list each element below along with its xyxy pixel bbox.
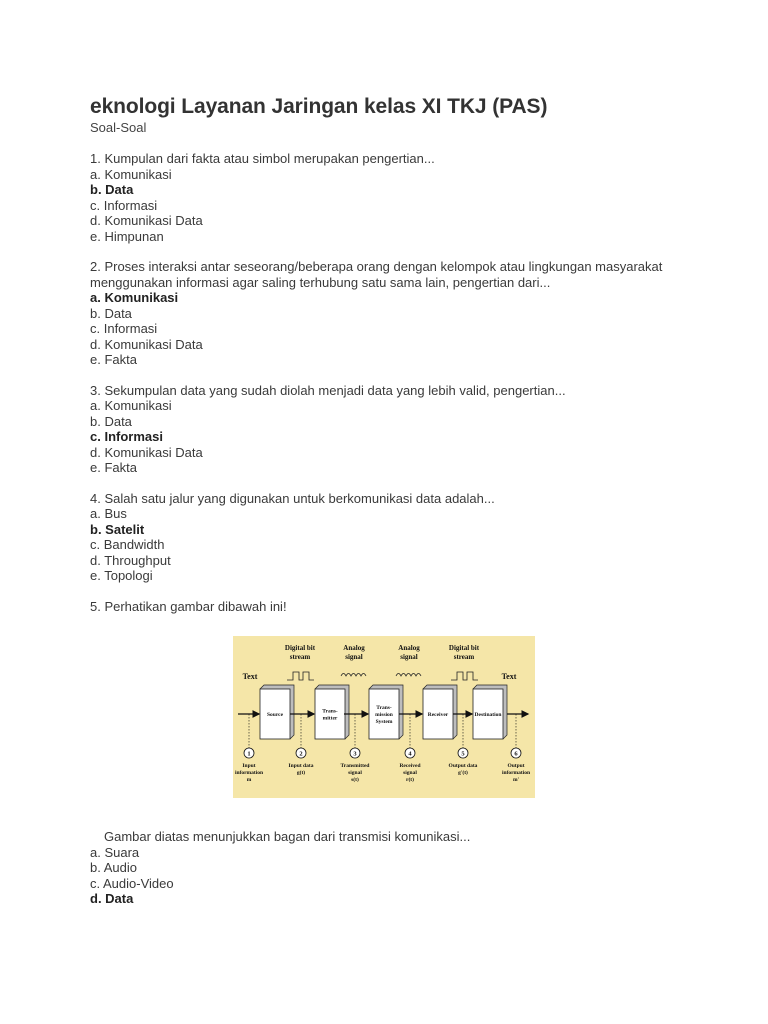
signal-label: Analog signal xyxy=(343,644,365,661)
question-5-follow-up xyxy=(90,829,690,907)
question-1 xyxy=(90,151,690,244)
point-number: 5 xyxy=(461,750,465,758)
question-2 xyxy=(90,259,690,368)
point-number: 3 xyxy=(353,750,357,758)
analog-wave-icon xyxy=(396,674,421,677)
block-label: Destination xyxy=(474,712,502,718)
question-list xyxy=(90,151,690,584)
point-label: Output information m' xyxy=(501,763,531,783)
answer-option: a. Suara xyxy=(90,844,140,860)
answer-option: d. Throughput xyxy=(90,552,171,568)
diagram-svg xyxy=(233,636,535,798)
answer-option-correct: c. Informasi xyxy=(90,429,163,444)
answer-option: a. Bus xyxy=(90,506,127,521)
answer-option: c. Bandwidth xyxy=(90,537,165,552)
question-stem: 4. Salah satu jalur yang digunakan untuk berkomunikasi data adalah... xyxy=(90,490,495,506)
answer-option: e. Fakta xyxy=(90,352,137,367)
point-label: Input data g(t) xyxy=(288,763,314,776)
answer-option: e. Topologi xyxy=(90,568,153,583)
point-number: 1 xyxy=(247,750,251,758)
block-label: Source xyxy=(266,712,284,718)
document-title: eknologi Layanan Jaringan kelas XI TKJ (PAS) xyxy=(90,95,548,118)
question-4 xyxy=(90,491,690,584)
question-options xyxy=(90,845,690,907)
question-stem: 3. Sekumpulan data yang sudah diolah menjadi data yang lebih valid, pengertian... xyxy=(90,382,566,398)
question-stem: 1. Kumpulan dari fakta atau simbol merupakan pengertian... xyxy=(90,151,435,166)
answer-option: e. Fakta xyxy=(90,460,137,475)
answer-option: a. Komunikasi xyxy=(90,398,172,413)
block-label: Trans-mission System xyxy=(375,705,393,725)
signal-label: Analog signal xyxy=(398,644,420,661)
question-stem: 2. Proses interaksi antar seseorang/beberapa orang dengan kelompok atau lingkungan masyarakat menggunakan informasi agar saling terhubung satu sama lain, pengertian dari... xyxy=(90,259,666,290)
signal-label: Digital bit stream xyxy=(448,644,480,661)
text-right-label: Text xyxy=(501,672,517,681)
analog-wave-icon xyxy=(341,674,366,677)
digital-wave-icon xyxy=(287,672,314,680)
answer-option: e. Himpunan xyxy=(90,228,164,244)
answer-option: d. Komunikasi Data xyxy=(90,336,203,352)
question-3 xyxy=(90,383,690,476)
point-number: 2 xyxy=(299,750,303,758)
block-label: Receiver xyxy=(427,712,449,718)
signal-label: Digital bit stream xyxy=(284,644,316,661)
point-label: Transmitted signal s(t) xyxy=(340,763,370,783)
answer-option: c. Informasi xyxy=(90,197,158,213)
answer-option: a. Komunikasi xyxy=(90,166,172,182)
answer-option: b. Data xyxy=(90,413,132,429)
text-left-label: Text xyxy=(242,672,258,681)
question-stem: 5. Perhatikan gambar dibawah ini! xyxy=(90,598,287,614)
answer-option: b. Audio xyxy=(90,860,137,875)
answer-option: d. Komunikasi Data xyxy=(90,213,203,228)
block-label: Trans-mitter xyxy=(322,708,338,722)
answer-option-correct: d. Data xyxy=(90,891,134,906)
answer-option-correct: b. Satelit xyxy=(90,521,145,537)
point-number: 4 xyxy=(408,750,412,758)
point-number: 6 xyxy=(514,750,518,758)
answer-option: c. Audio-Video xyxy=(90,875,174,891)
point-label: Input information m xyxy=(234,763,264,783)
question-follow-up-text: Gambar diatas menunjukkan bagan dari transmisi komunikasi... xyxy=(104,829,471,844)
document xyxy=(90,94,690,907)
digital-wave-icon xyxy=(451,672,478,680)
answer-option: b. Data xyxy=(90,305,132,321)
document-subtitle: Soal-Soal xyxy=(90,120,147,135)
point-label: Received signal r(t) xyxy=(399,763,421,783)
answer-option-correct: a. Komunikasi xyxy=(90,290,179,305)
question-5 xyxy=(90,599,690,615)
answer-option: c. Informasi xyxy=(90,321,158,336)
transmission-diagram xyxy=(233,636,535,798)
answer-option: d. Komunikasi Data xyxy=(90,444,203,460)
point-label: Output data g'(t) xyxy=(448,763,478,776)
answer-option-correct: b. Data xyxy=(90,182,134,197)
